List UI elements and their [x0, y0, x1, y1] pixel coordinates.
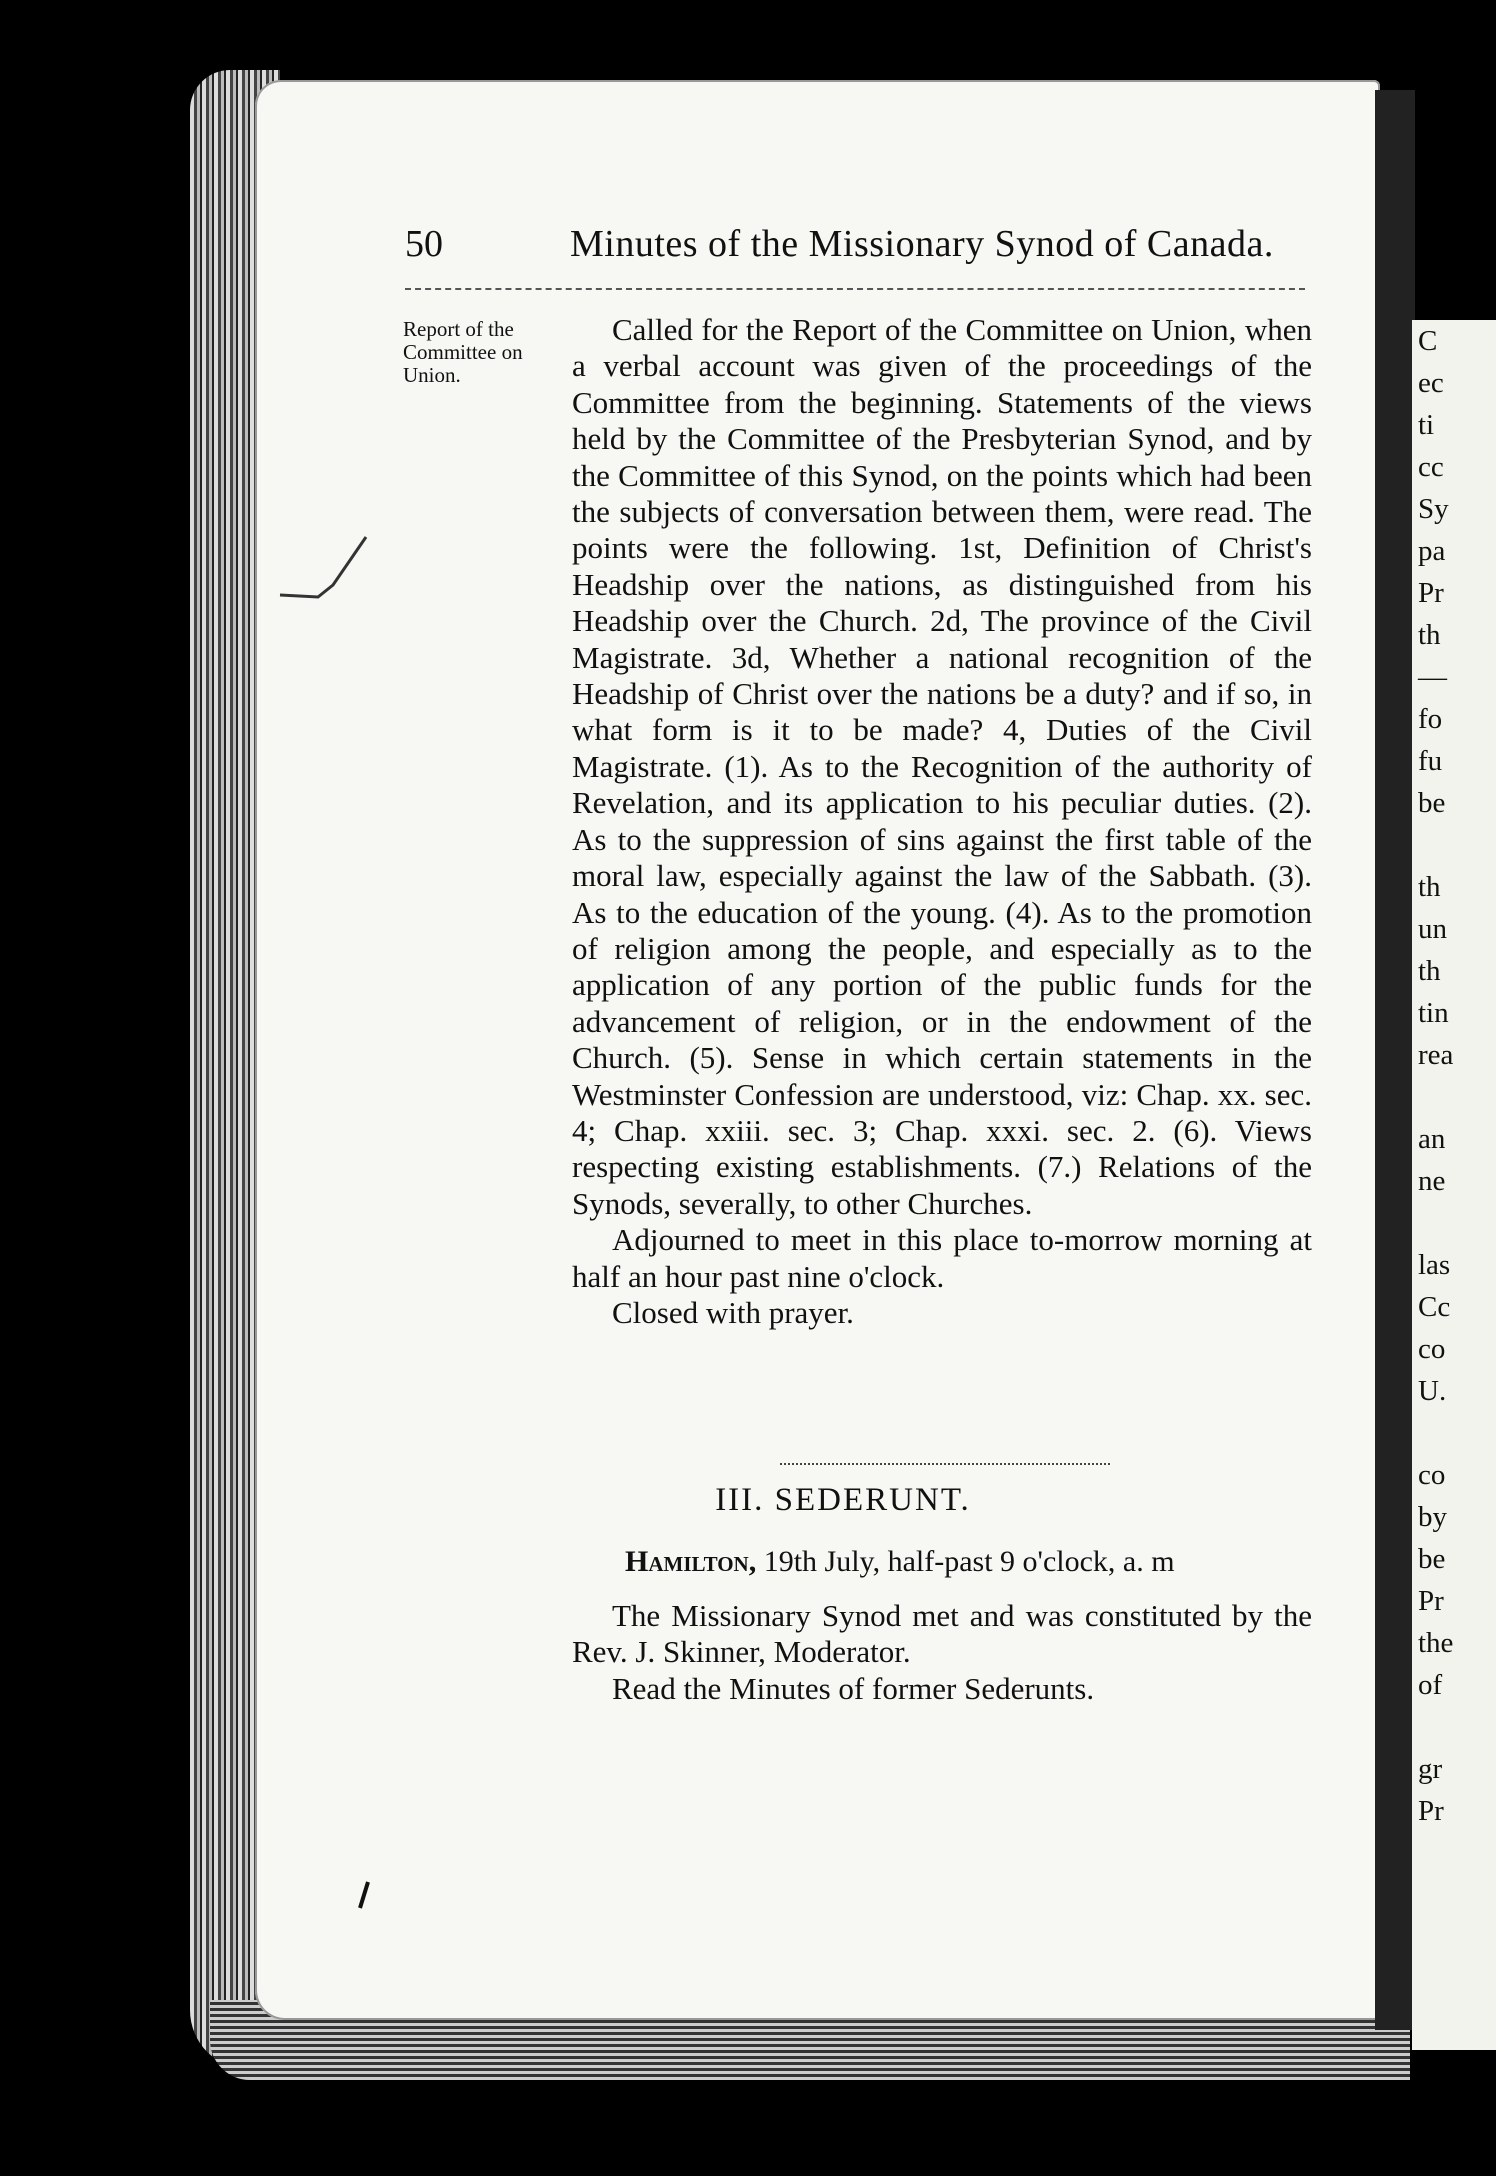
adjacent-page-fragment-line [1412, 1412, 1496, 1454]
adjacent-page-fragment-line: gr [1418, 1753, 1443, 1785]
adjacent-page-fragment-line: by [1418, 1501, 1447, 1533]
margin-note: Report of the Committee on Union. [403, 317, 523, 387]
adjacent-page-fragment-line: — [1418, 661, 1447, 693]
adjacent-page-fragment-line: las [1418, 1249, 1451, 1281]
adjacent-page-fragment-line: un [1418, 913, 1447, 945]
adjacent-page-fragment-line: fu [1418, 745, 1443, 777]
running-title: Minutes of the Missionary Synod of Canada. [570, 223, 1274, 265]
adjacent-page-fragment-line: Pr [1418, 577, 1444, 609]
paragraph-constituted: The Missionary Synod met and was constituted by the Rev. J. Skinner, Moderator. [572, 1598, 1312, 1670]
adjacent-page-fragment [1412, 320, 1496, 2050]
adjacent-page-fragment-line: co [1418, 1333, 1446, 1365]
ink-mark [356, 1880, 372, 1910]
pencil-tick-mark [278, 535, 378, 605]
adjacent-page-fragment-line: ti [1418, 409, 1435, 441]
adjacent-page-fragment-line [1412, 1076, 1496, 1118]
adjacent-page-fragment-line: Sy [1418, 493, 1449, 525]
section-ornament [780, 1463, 1110, 1465]
adjacent-page-fragment-line: of [1418, 1669, 1443, 1701]
adjacent-page-fragment-line: Pr [1418, 1585, 1444, 1617]
paragraph-closed: Closed with prayer. [612, 1294, 854, 1330]
adjacent-page-fragment-line: Cc [1418, 1291, 1451, 1323]
page-number: 50 [405, 223, 443, 265]
adjacent-page-fragment-line: Pr [1418, 1795, 1444, 1827]
date-time: 19th July, half-past 9 o'clock, a. m [763, 1545, 1175, 1578]
adjacent-page-fragment-line: the [1418, 1627, 1454, 1659]
adjacent-page-fragment-line: cc [1418, 451, 1444, 483]
adjacent-page-fragment-line: th [1418, 955, 1441, 987]
adjacent-page-fragment-line: fo [1418, 703, 1443, 735]
adjacent-page-fragment-line [1412, 1202, 1496, 1244]
adjacent-page-fragment-line [1412, 824, 1496, 866]
sederunt-text [572, 1598, 1312, 1707]
adjacent-page-fragment-line: C [1418, 325, 1438, 357]
adjacent-page-fragment-line: U. [1418, 1375, 1447, 1407]
adjacent-page-fragment-line: rea [1418, 1039, 1454, 1071]
adjacent-page-fragment-line: th [1418, 871, 1441, 903]
place-name: Hamilton, [625, 1545, 757, 1578]
adjacent-page-fragment-line: ec [1418, 367, 1444, 399]
paragraph-adjourned: Adjourned to meet in this place to-morrow morning at half an hour past nine o'clock. [572, 1222, 1312, 1294]
page-header [405, 222, 1305, 272]
adjacent-page-fragment-line: be [1418, 787, 1446, 819]
dateline [625, 1545, 1175, 1579]
adjacent-page-fragment-line: ne [1418, 1165, 1446, 1197]
paragraph-report: Called for the Report of the Committee on Union, when a verbal account was given of the proceedings of the Committee from the beginning. Statements of the views held by the Committee of the Presbyterian Synod, and by the Committee of this Synod, on the points which had been the subjects of conversation between them, were read. The points were the following. 1st, Definition of Christ's Headship over the nations, as distinguished from his Headship over the Church. 2d, The province of the Civil Magistrate. 3d, Whether a national recognition of the Headship of Christ over the nations be a duty? and if so, in what form is it to be made? 4, Duties of the Civil Magistrate. (1). As to the Recognition of the authority of Revelation, and its application to his peculiar duties. (2). As to the suppression of sins against the first table of the moral law, especially against the law of the Sabbath. (3). As to the education of the young. (4). As to the promotion of religion among the people, and especially as to the application of any portion of the public funds for the advancement of religion, or in the endowment of the Church. (5). Sense in which certain statements in the Westminster Confession are understood, viz: Chap. xx. sec. 4; Chap. xxiii. sec. 3; Chap. xxxi. sec. 2. (6). Views respecting existing establishments. (7.) Relations of the Synods, severally, to other Churches. [572, 312, 1312, 1221]
adjacent-page-fragment-line [1412, 1706, 1496, 1748]
adjacent-page-fragment-line: an [1418, 1123, 1446, 1155]
adjacent-page-fragment-line: be [1418, 1543, 1446, 1575]
paragraph-minutes: Read the Minutes of former Sederunts. [612, 1670, 1095, 1706]
adjacent-page-fragment-line: pa [1418, 535, 1446, 567]
section-heading: III. SEDERUNT. [715, 1482, 971, 1518]
main-text [572, 312, 1312, 1331]
adjacent-page-fragment-line: th [1418, 619, 1441, 651]
adjacent-page-fragment-line: tin [1418, 997, 1449, 1029]
adjacent-page-fragment-line: co [1418, 1459, 1446, 1491]
gutter-shadow [1375, 90, 1415, 2030]
header-rule [405, 288, 1305, 290]
